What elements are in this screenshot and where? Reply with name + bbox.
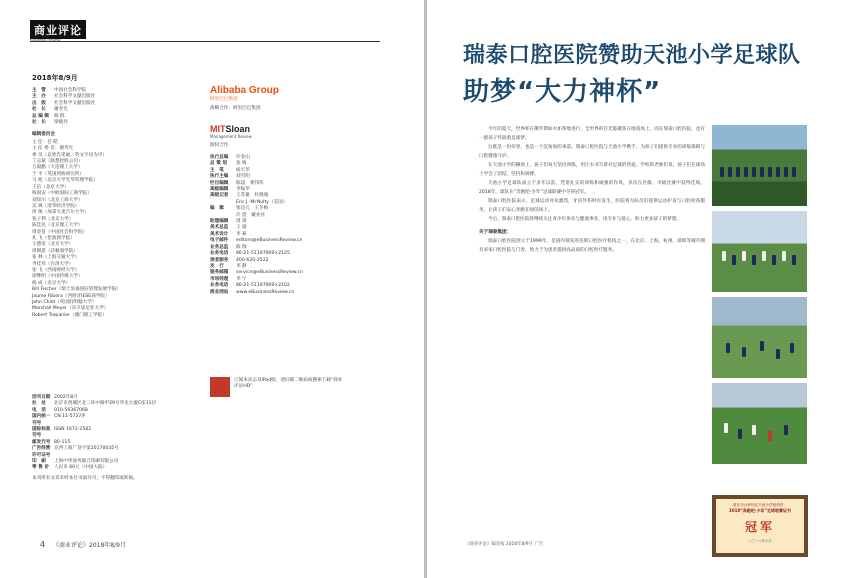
right-folio: 《商业评论》编者按 2018年8/9月 广告 bbox=[465, 542, 544, 547]
info-value: 80-115 bbox=[54, 439, 71, 445]
board-member: Jaume Ribera（西班牙IESE商学院） bbox=[32, 293, 110, 299]
team-photo bbox=[712, 125, 807, 206]
board-title: 编辑委员会 bbox=[32, 132, 55, 138]
publisher-list bbox=[32, 88, 202, 126]
info-key: 印 刷 bbox=[32, 459, 46, 465]
info-key: 社 址 bbox=[32, 401, 46, 407]
sloan-logo-text: Sloan bbox=[225, 124, 251, 134]
board-member: 主 任：任 皓 bbox=[32, 139, 58, 145]
board-member: 王信（北京大学） bbox=[32, 184, 69, 190]
board-member: 徐继明（中国传媒大学） bbox=[32, 274, 83, 280]
info-row bbox=[32, 427, 192, 440]
info-key: 社 长 bbox=[32, 120, 46, 126]
info-value: ISSN 1672-2582 bbox=[54, 427, 92, 433]
board-member: 周朝恩（沃顿商学院） bbox=[32, 248, 78, 254]
ceremony-photo bbox=[712, 211, 807, 292]
imprint-note: 本刊所有文章未经本社书面许可，不得翻印或转载。 bbox=[32, 475, 138, 481]
alibaba-logo: Alibaba Group bbox=[210, 85, 279, 96]
info-key: 栏目编辑 bbox=[210, 180, 229, 186]
left-folio bbox=[40, 540, 126, 549]
info-row bbox=[32, 465, 192, 471]
award-certificate bbox=[712, 495, 808, 557]
board-member: 刘知川（北京工商大学） bbox=[32, 197, 83, 203]
folio-text: 《商业评论》2018年8/9月 bbox=[53, 542, 126, 549]
mit-sloan-sub: Management Review bbox=[210, 134, 252, 139]
info-key: 邮发代号 bbox=[32, 439, 51, 445]
info-value: 刘雪明 bbox=[236, 174, 250, 180]
board-member: Marshall Meyer（宾夕法尼亚大学） bbox=[32, 306, 109, 312]
magazine-logo-sub: Business Review bbox=[30, 37, 61, 42]
info-value: editors@eBusinessReview.cn bbox=[236, 238, 303, 244]
info-value: www.eBusinessReview.cn bbox=[236, 289, 295, 295]
info-value: 86-21-51197900×2102 bbox=[236, 283, 290, 289]
info-value: 王 瑜 bbox=[236, 225, 247, 231]
mit-sloan-note: 版权合作 bbox=[210, 143, 229, 148]
magazine-logo: 商业评论 bbox=[30, 20, 86, 39]
about-paragraph: 瑞泰口腔医院创立于1999年，是国内领先的连锁口腔医疗机构之一，在北京、上海、杭州、深圳等城市拥有多家口腔医院与门诊，致力于为患者提供高品质的口腔医疗服务。 bbox=[479, 239, 705, 253]
info-key: 商业网站 bbox=[210, 289, 229, 295]
info-value: 010-59367068 bbox=[54, 407, 88, 413]
info-row bbox=[32, 120, 202, 126]
info-key: 总 编 辑 bbox=[32, 113, 49, 119]
board-member: 王德发（北京大学） bbox=[32, 242, 74, 248]
info-value: 周 琦 bbox=[236, 219, 247, 225]
info-value: 上海中华商务联合印刷有限公司 bbox=[54, 459, 119, 465]
board-member: 万毅勤（大连理工大学） bbox=[32, 165, 83, 171]
info-key: 服务邮箱 bbox=[210, 270, 229, 276]
article-paragraph: 今后，瑞泰口腔医院将继续关注青少年体育与健康事业，用专业与爱心，助力更多孩子的梦想。 bbox=[488, 217, 681, 222]
board-member: John Child（英国伯明翰大学） bbox=[32, 300, 97, 305]
certificate-date: 二〇一八年六月 bbox=[748, 539, 772, 543]
info-key: 读者服务 bbox=[210, 257, 229, 263]
info-value: 400-620-2522 bbox=[236, 257, 269, 263]
article-paragraph: 天池小学足球队成立于多年以前，凭借扎实的训练和顽强的作风，多次在区级、市级比赛中获得佳绩。2018年，球队在“奔跑吧·少年”足球联赛中夺得冠军。 bbox=[479, 181, 705, 195]
info-key: 执行主编 bbox=[210, 174, 229, 180]
mit-sloan-logo bbox=[210, 124, 252, 134]
info-value: 2002年8月 bbox=[54, 395, 78, 400]
mit-logo-text: MIT bbox=[210, 124, 226, 134]
board-member: 杨国安（中欧国际工商学院） bbox=[32, 191, 92, 197]
info-value: 杨天华 bbox=[236, 167, 250, 173]
imprint-list bbox=[32, 395, 192, 472]
article-paragraph: 瑞泰口腔医院表示，足球运动对抗激烈，牙齿外伤时有发生，医院将为队员们提供运动护齿与口腔检查服务，让孩子们安心奔跑在绿茵场上。 bbox=[479, 199, 705, 213]
info-value: 王苏雄 杜晓瑜 bbox=[236, 193, 269, 199]
board-member: 陈佳民（北京理工大学） bbox=[32, 223, 83, 229]
info-value: 86-21-51197900×2125 bbox=[236, 251, 290, 257]
info-value: 许 莲 戴业亮 bbox=[236, 212, 266, 218]
info-key: 高级记者 bbox=[210, 193, 229, 199]
info-key: 主 管 bbox=[32, 88, 46, 93]
info-key: 电 话 bbox=[32, 407, 46, 413]
article-paragraph: 这既是一份荣誉，也是一个沉甸甸的承诺。瑞泰口腔医院与天池小学携手，为孩子们提供专业的训练保障与口腔健康守护。 bbox=[479, 145, 705, 159]
qr-text: 订阅本杂志及iPad版，请扫描二维码或搜索下载“商业评论HD” bbox=[234, 378, 343, 389]
info-row bbox=[32, 446, 192, 459]
info-key: 主 办 bbox=[32, 94, 46, 100]
info-value: 人民币 60元（中国大陆） bbox=[54, 465, 108, 471]
certificate-title: 2018“奔跑吧·少年”足球联赛证书 bbox=[729, 508, 791, 513]
board-member: 马 旭（北京大学光华管理学院） bbox=[32, 178, 98, 184]
qr-code-icon bbox=[210, 377, 230, 397]
info-key: 业务电话 bbox=[210, 283, 229, 289]
board-member: Bill Fischer（瑞士洛桑国际管理发展学院） bbox=[32, 287, 121, 293]
board-member: 于 平（英国剑桥研究所） bbox=[32, 171, 84, 177]
info-key: 高级编辑 bbox=[210, 187, 229, 193]
masthead bbox=[30, 20, 380, 42]
info-key: 主 笔 bbox=[210, 167, 224, 173]
right-page bbox=[427, 0, 850, 578]
info-value: 北京市西城区北三环中路甲29号华龙大厦C座11层 bbox=[54, 401, 157, 407]
board-member: 吴 飒（清华经济学院） bbox=[32, 203, 80, 209]
info-key: 国内统一刊号 bbox=[32, 414, 51, 426]
info-key: 总 策 划 bbox=[210, 161, 227, 167]
info-value: 李振华 bbox=[236, 187, 250, 193]
info-key: 广告经营许可证号 bbox=[32, 446, 51, 458]
board-member: 张子利（北京大学） bbox=[32, 216, 74, 222]
info-value: 社会科学文献出版社 bbox=[54, 100, 96, 106]
board-member: 张 林（上海交通大学） bbox=[32, 255, 80, 261]
info-key: 助理编辑 bbox=[210, 219, 229, 225]
info-key: 业务电话 bbox=[210, 251, 229, 257]
info-value: 梁晓玲 bbox=[54, 120, 68, 126]
info-key: 出 版 bbox=[32, 100, 46, 106]
info-key: 发 行 bbox=[210, 263, 224, 269]
info-key: 市场经理 bbox=[210, 276, 229, 282]
board-member: 张 飞（西南财经大学） bbox=[32, 267, 80, 273]
board-member: 丁志斌（联想控股公司） bbox=[32, 159, 83, 165]
info-value: 陈 伽 bbox=[236, 244, 247, 250]
info-value: Eric J. McNulty（美国） bbox=[236, 199, 288, 205]
imprint-column bbox=[32, 395, 192, 482]
board-member: 周金苗（中国社会科学院） bbox=[32, 229, 88, 235]
info-value: 李 宁 bbox=[236, 276, 247, 282]
info-value: 社会科学文献出版社 bbox=[54, 94, 96, 100]
photo-column bbox=[712, 125, 807, 469]
article-paragraph: 在天池小学的操场上，孩子们每天坚持训练，用汗水书写着对足球的热爱。学校的老师们说，孩子们在球场上学会了团结、坚持和拼搏。 bbox=[479, 163, 705, 177]
page-number: 4 bbox=[40, 540, 46, 549]
staff-list bbox=[210, 155, 330, 296]
alibaba-sponsor bbox=[210, 85, 310, 111]
training-photo bbox=[712, 297, 807, 378]
article-headline bbox=[463, 38, 833, 108]
info-key: 业务总监 bbox=[210, 244, 229, 250]
info-value: 中国社会科学院 bbox=[54, 88, 87, 93]
board-member: Robert Trepanier（澳门理工学院） bbox=[32, 312, 107, 318]
info-value: 陈超 龚伟伟 bbox=[236, 180, 264, 186]
board-member: 杨 成（北京大学） bbox=[32, 280, 71, 286]
match-photo bbox=[712, 383, 807, 464]
headline-line-2: 助梦“大力神杯” bbox=[463, 77, 662, 107]
alibaba-logo-cn: 阿里巴巴集团 bbox=[210, 97, 238, 102]
board-member: 齐佳伟（台湾大学） bbox=[32, 261, 74, 267]
info-value: 李 静 bbox=[236, 263, 247, 269]
info-key: 编 辑 bbox=[210, 206, 224, 212]
info-key: 社 长 bbox=[32, 107, 46, 113]
info-key: 创刊日期 bbox=[32, 395, 51, 400]
info-value: 京西工商广登字第20170035号 bbox=[54, 446, 119, 452]
info-key: 美术设计 bbox=[210, 231, 229, 237]
board-member: 汤 俊（加拿大麦吉尔大学） bbox=[32, 210, 89, 216]
info-key: 电子邮件 bbox=[210, 238, 229, 244]
headline-line-1: 瑞泰口腔医院赞助天池小学足球队 bbox=[463, 43, 801, 68]
info-key: 执行总编 bbox=[210, 155, 229, 160]
info-value: 杨 群 bbox=[54, 113, 65, 119]
info-value: 李 莉 bbox=[236, 231, 247, 237]
info-key: 国际标准刊号 bbox=[32, 427, 51, 439]
article-body bbox=[479, 125, 705, 255]
info-value: 张 梅 bbox=[236, 161, 247, 167]
info-key: 美术总监 bbox=[210, 225, 229, 231]
certificate-heading: 重庆市沙坪坝区天池小学校荣获： bbox=[733, 503, 787, 507]
info-row bbox=[210, 290, 330, 296]
issue-date: 2018年8/9月 bbox=[32, 74, 78, 82]
mit-sloan-partner bbox=[210, 124, 252, 148]
info-value: 谢寿光 bbox=[54, 107, 68, 113]
info-value: service@eBusinessReview.cn bbox=[236, 270, 303, 276]
about-heading: 关于瑞泰集团： bbox=[479, 230, 512, 235]
publisher-column bbox=[32, 88, 202, 319]
certificate-award: 冠军 bbox=[744, 520, 775, 534]
board-member: 孔 飞（伦敦商学院） bbox=[32, 235, 75, 241]
left-page bbox=[0, 0, 424, 578]
info-value: 张迈元 王冬梅 bbox=[236, 206, 269, 212]
board-list bbox=[32, 140, 202, 319]
board-member: 委 员（以姓氏笔画／英文字母为序） bbox=[32, 152, 107, 158]
info-key: 零 售 价 bbox=[32, 465, 49, 471]
article-paragraph: 今年的夏天，世界杯在俄罗斯如火如荼地进行，全世界的目光都聚焦在绿茵场上。而在瑞泰口腔医院，也有一群孩子怀揣着足球梦。 bbox=[479, 127, 705, 141]
info-value: 许金山 bbox=[236, 155, 250, 160]
board-member: 主 任 委 员：谢寿光 bbox=[32, 146, 74, 152]
sponsor-line: 战略合作：阿里巴巴集团 bbox=[210, 106, 261, 111]
info-row bbox=[32, 414, 192, 427]
info-value: CN 11-5727/F bbox=[54, 414, 86, 420]
